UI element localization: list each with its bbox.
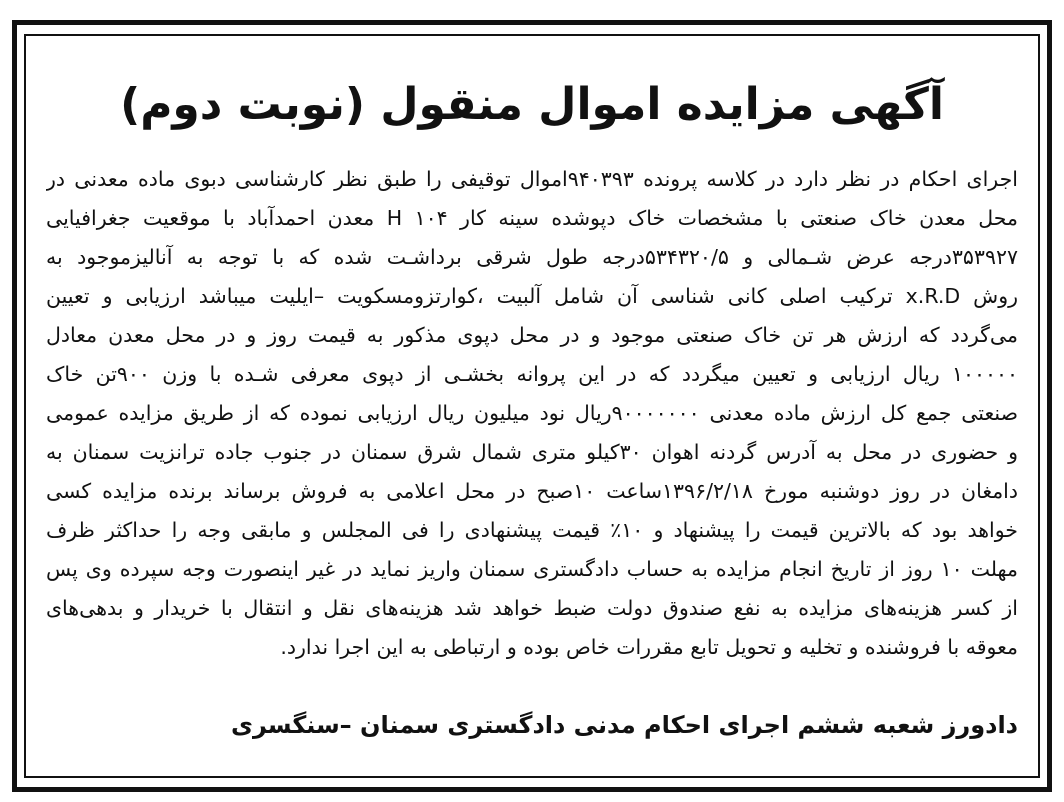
body-line: روش x.R.D ترکیب اصلی کانی شناسی آن شامل آلبیت ،کوارتزومسکویت –ایلیت میباشد ارزیابی و تعیین — [46, 284, 1018, 308]
body-line: خواهد بود که بالاترین قیمت را پیشنهاد و ۱۰٪ قیمت پیشنهادی را فی المجلس و مابقی وجه را حداکثر ظرف — [46, 518, 1018, 542]
body-line: محل معدن خاک صنعتی با مشخصات خاک دپوشده سینه کار ۱۰۴ H معدن احمدآباد با موقعیت جغرافیایی — [46, 206, 1018, 230]
body-line: ۳۵۳۹۲۷درجه عرض شـمالی و ۵۳۴۳۲۰/۵درجه طول شرقی برداشـت شده که با توجه به آنالیزموجود به — [46, 245, 1018, 269]
body-line: اجرای احکام در نظر دارد در کلاسه پرونده ۹۴۰۳۹۳اموال توقیفی را طبق نظر کارشناسی دبوی ماده معدنی در — [46, 167, 1018, 191]
body-line: صنعتی جمع کل ارزش ماده معدنی ۹۰۰۰۰۰۰۰ریال نود میلیون ریال ارزیابی نموده که از طریق مزایده عمومی — [46, 401, 1018, 425]
body-line: از کسر هزینه‌های مزایده به نفع صندوق دولت ضبط خواهد شد هزینه‌های نقل و انتقال با خریدار و بدهی‌های — [46, 596, 1018, 620]
body-line: و حضوری در محل به آدرس گردنه اهوان ۳۰کیلو متری شمال شرق سمنان در جنوب جاده ترانزیت سمنان به — [46, 440, 1018, 464]
body-line: می‌گردد که ارزش هر تن خاک صنعتی موجود و در محل دپوی مذکور به قیمت روز و در محل معدن معادل — [46, 323, 1018, 347]
body-line: دامغان در روز دوشنبه مورخ ۱۳۹۶/۲/۱۸ساعت ۱۰صبح در محل اعلامی به فروش برساند برنده مزایده کسی — [46, 479, 1018, 503]
notice-body — [46, 160, 1018, 667]
body-line: معوقه با فروشنده و تخلیه و تحویل تابع مقررات خاص بوده و ارتباطی به این اجرا ندارد. — [280, 635, 1018, 659]
body-line: ۱۰۰۰۰۰ ریال ارزیابی و تعیین میگردد که در این پروانه بخشـی از دپوی معرفی شـده با وزن ۹۰۰تن خاک — [46, 362, 1018, 386]
notice-title: آگهی مزایده اموال منقول (نوبت دوم) — [120, 79, 944, 130]
signature: دادورز شعبه ششم اجرای احکام مدنی دادگستری سمنان –سنگسری — [230, 711, 1018, 739]
body-line: مهلت ۱۰ روز از تاریخ انجام مزایده به حساب دادگستری سمنان واریز نماید در غیر اینصورت وجه سپرده وی پس — [46, 557, 1018, 581]
